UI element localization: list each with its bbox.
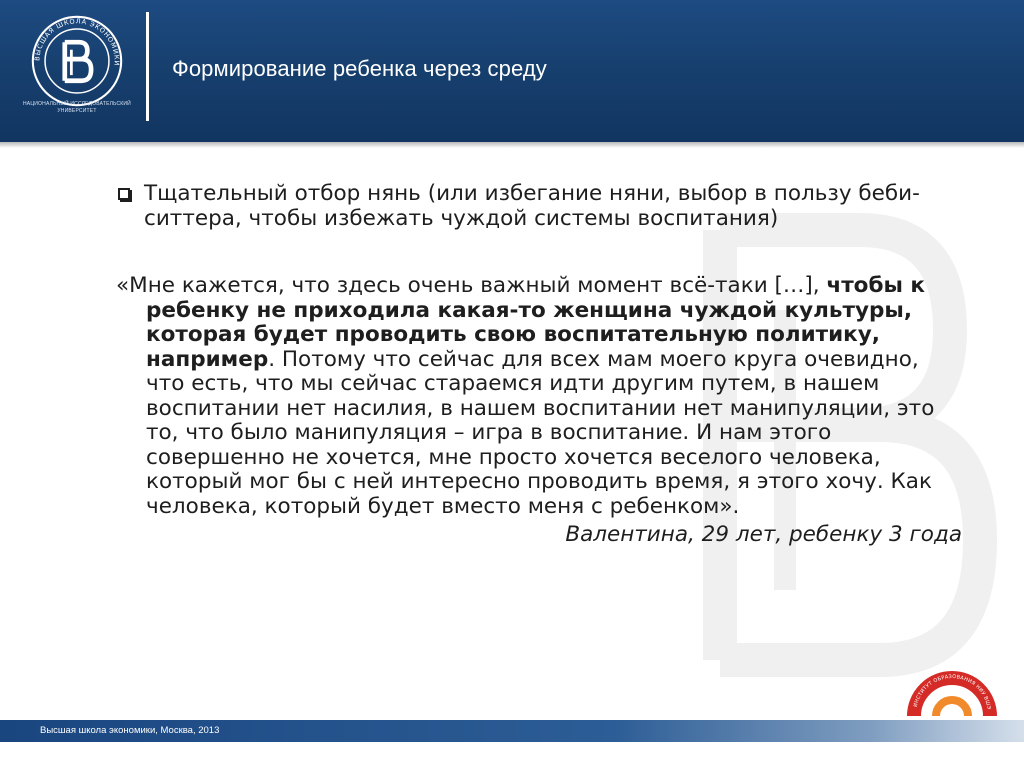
- footer-bar: [0, 720, 1024, 742]
- quote-bold: чтобы к ребенку не приходила какая-то женщина чуждой культуры, которая будет проводить свою воспитательную политику, например: [146, 273, 925, 372]
- quote-end: . Потому что сейчас для всех мам моего круга очевидно, что есть, что мы сейчас стараемся идти другим путем, в нашем воспитании нет насилия, в нашем воспитании нет манипуляции, это то, что было манипуляция – игра в воспитание. И нам этого совершенно не хочется, мне просто хочется веселого человека, который мог бы с ней интересно проводить время, я этого хочу. Как человека, который будет вместо меня с ребенком».: [146, 346, 935, 519]
- header-shadow: [0, 142, 1024, 148]
- checkbox-bullet-icon: [118, 188, 130, 200]
- footer-text: Высшая школа экономики, Москва, 2013: [40, 725, 220, 736]
- header-band: [0, 0, 1024, 142]
- bullet-item: [116, 182, 976, 231]
- header-divider: [146, 12, 149, 121]
- institute-logo-text: ИНСТИТУТ ОБРАЗОВАНИЯ НИУ ВШЭ: [912, 673, 992, 711]
- quote-start: «Мне кажется, что здесь очень важный момент всё-таки […],: [116, 273, 827, 298]
- interview-quote: [116, 274, 962, 519]
- quote-attribution: Валентина, 29 лет, ребенку 3 года: [565, 522, 962, 547]
- institute-arc-icon: [906, 664, 998, 720]
- slide-content: [116, 182, 976, 548]
- svg-text:ИНСТИТУТ ОБРАЗОВАНИЯ НИУ ВШЭ: [913, 674, 992, 710]
- logo-ring-text: ВЫСШАЯ ШКОЛА ЭКОНОМИКИ: [33, 17, 121, 67]
- bullet-text: Тщательный отбор нянь (или избегание няни, выбор в пользу беби-ситтера, чтобы избежать чуждой системы воспитания): [144, 181, 920, 231]
- logo-caption: НАЦИОНАЛЬНЫЙ ИССЛЕДОВАТЕЛЬСКИЙ УНИВЕРСИТЕТ: [23, 101, 131, 114]
- slide-title: Формирование ребенка через среду: [172, 56, 547, 81]
- hse-emblem-icon: [30, 14, 124, 108]
